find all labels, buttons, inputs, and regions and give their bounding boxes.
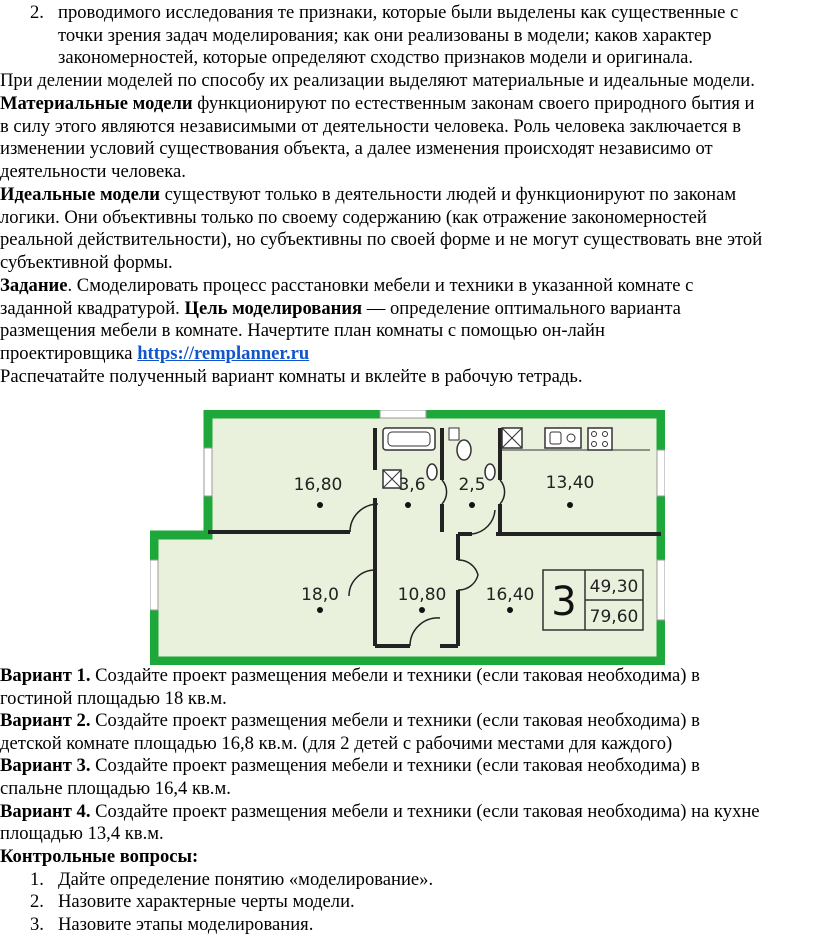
remplanner-link[interactable]: https://remplanner.ru	[137, 342, 310, 364]
variant-2-label: Вариант 2.	[0, 710, 91, 732]
variant-3-line-2: спальне площадью 16,4 кв.м.	[0, 777, 231, 799]
task-line-4: проектировщика	[0, 342, 138, 364]
material-line-3: изменении условий существования объекта, а далее изменения происходят независимо от	[0, 138, 713, 160]
rooms-count: 3	[551, 579, 577, 625]
question-item	[0, 914, 433, 937]
ideal-line-1: существуют только в деятельности людей и функционируют по законам	[159, 184, 737, 205]
sink-bath	[427, 464, 437, 480]
room-label-13-40: 13,40	[545, 473, 595, 493]
sink-wc	[485, 464, 495, 480]
room-label-16-80: 16,80	[293, 475, 343, 495]
question-text: Назовите характерные черты модели.	[58, 891, 355, 913]
toilet	[457, 440, 471, 460]
list-line-3: закономерностей, которые определяют сходство признаков модели и оригинала.	[58, 47, 694, 69]
cistern	[449, 428, 459, 440]
stove	[588, 428, 612, 450]
question-text: Дайте определение понятию «моделирование».	[58, 868, 434, 890]
question-number: 1.	[30, 868, 44, 890]
room-label-18-0: 18,0	[301, 585, 339, 605]
list-number: 2.	[30, 2, 44, 23]
task-line-2b: — определение оптимального варианта	[362, 297, 681, 319]
living-area: 49,30	[589, 577, 639, 597]
variant-4-line-2: площадью 13,4 кв.м.	[0, 823, 164, 845]
task-line-1: . Смоделировать процесс расстановки мебели и техники в указанной комнате с	[67, 275, 694, 296]
window-left-bottom	[150, 560, 158, 610]
question-item	[0, 891, 433, 914]
window-left-top	[204, 448, 212, 496]
room-label-2-5: 2,5	[458, 475, 486, 495]
intro-list-item-2	[0, 2, 816, 70]
paragraph-task	[0, 275, 693, 365]
ideal-line-3: реальной действительности), но субъективны по своей форме и не могут существовать вне этой	[0, 229, 763, 251]
task-line-2a: заданной квадратурой.	[0, 297, 185, 319]
question-item	[0, 869, 433, 892]
material-line-4: деятельности человека.	[0, 160, 186, 182]
floor-plan-drawing	[150, 410, 665, 665]
variant-1-label: Вариант 1.	[0, 665, 91, 686]
material-line-2: в силу этого являются независимыми от деятельности человека. Роль человека заключается в	[0, 115, 742, 137]
variants-section	[0, 665, 760, 846]
variant-4-line-1: Создайте проект размещения мебели и техники (если таковая необходима) на кухне	[90, 800, 760, 822]
paragraph-ideal-models	[0, 184, 762, 274]
paragraph-models-division	[0, 70, 755, 93]
total-area: 79,60	[589, 607, 639, 627]
list-line-1: проводимого исследования те признаки, которые были выделены как существенные с	[58, 2, 739, 23]
ideal-line-4: субъективной формы.	[0, 251, 173, 273]
control-questions	[0, 846, 433, 936]
paragraph-material-models	[0, 93, 755, 183]
room-label-16-40: 16,40	[485, 585, 535, 605]
task-line-3: размещения мебели в комнате. Начертите план комнаты с помощью он-лайн	[0, 320, 605, 342]
outside-area	[150, 410, 208, 535]
variant-1-line-1: Создайте проект размещения мебели и техники (если таковая необходима) в	[90, 665, 700, 686]
material-models-term: Материальные модели	[0, 93, 193, 114]
goal-term: Цель моделирования	[184, 297, 363, 319]
models-division-text: При делении моделей по способу их реализации выделяют материальные и идеальные модели.	[0, 70, 755, 91]
variant-2-line-2: детской комнате площадью 16,8 кв.м. (для 2 детей с рабочими местами для каждого)	[0, 732, 673, 754]
window-right-top	[657, 450, 665, 496]
bathtub	[383, 428, 435, 450]
material-line-1: функционируют по естественным законам своего природного бытия и	[192, 93, 755, 114]
window-top	[380, 410, 426, 418]
variant-1-line-2: гостиной площадью 18 кв.м.	[0, 687, 227, 709]
task-term: Задание	[0, 275, 68, 296]
ideal-line-2: логики. Они объективны только по своему содержанию (как отражение закономерностей	[0, 206, 707, 228]
question-text: Назовите этапы моделирования.	[58, 913, 314, 935]
variant-3-line-1: Создайте проект размещения мебели и техники (если таковая необходима) в	[90, 755, 700, 777]
ideal-models-term: Идеальные модели	[0, 184, 160, 205]
list-line-2: точки зрения задач моделирования; как они реализованы в модели; каков характер	[58, 24, 712, 46]
window-right-bottom	[657, 560, 665, 620]
room-label-3-6: 3,6	[398, 475, 426, 495]
question-number: 2.	[30, 891, 44, 913]
variant-4-label: Вариант 4.	[0, 800, 91, 822]
print-text: Распечатайте полученный вариант комнаты и вклейте в рабочую тетрадь.	[0, 366, 583, 387]
room-label-10-80: 10,80	[397, 585, 447, 605]
paragraph-print	[0, 366, 583, 389]
floor-plan	[150, 410, 665, 665]
variant-2-line-1: Создайте проект размещения мебели и техники (если таковая необходима) в	[90, 710, 700, 732]
control-heading: Контрольные вопросы:	[0, 846, 199, 867]
variant-3-label: Вариант 3.	[0, 755, 91, 777]
question-number: 3.	[30, 913, 44, 935]
